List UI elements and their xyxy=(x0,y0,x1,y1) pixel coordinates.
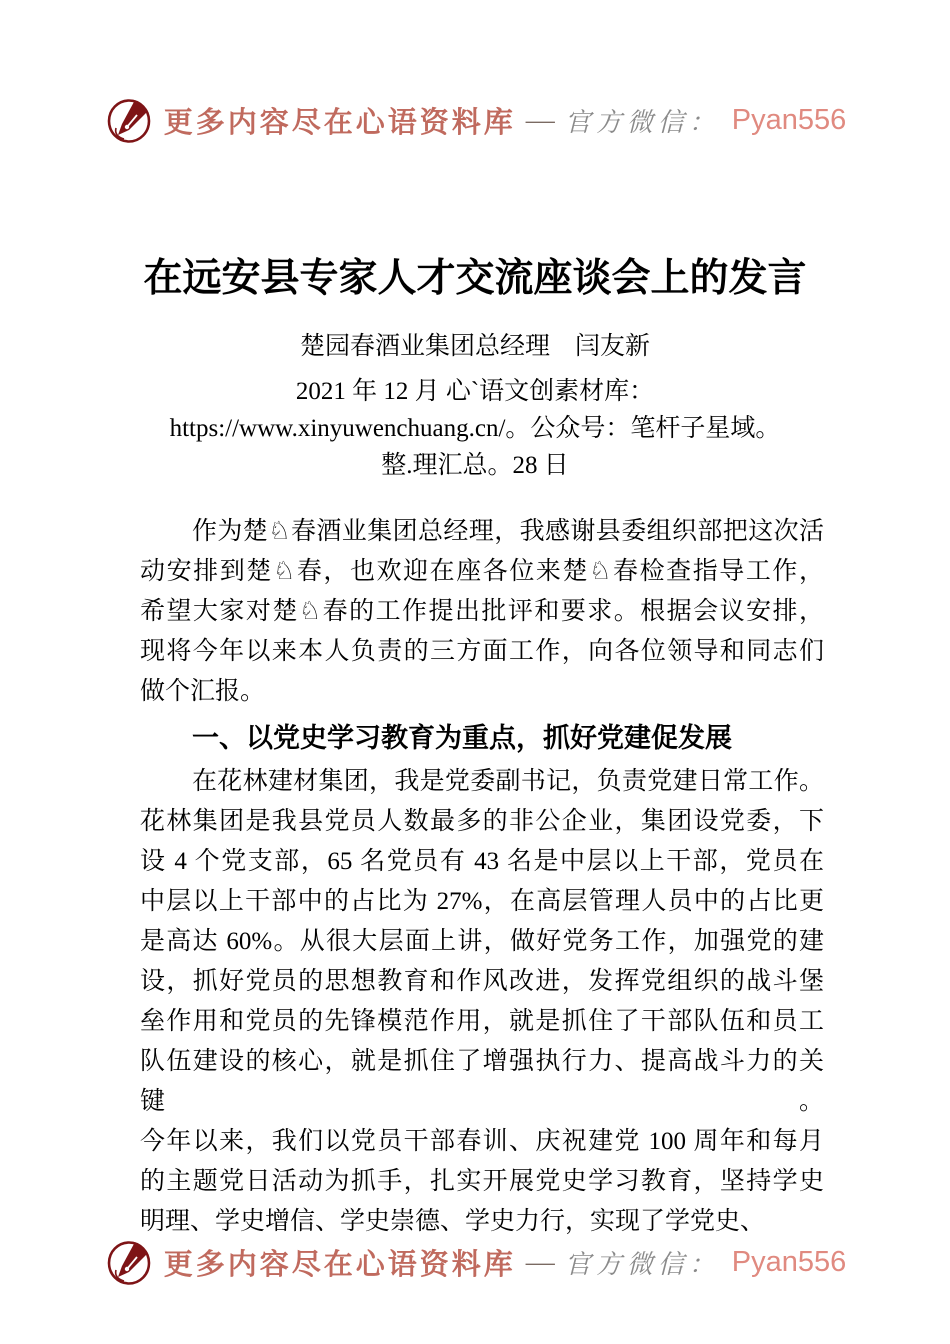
body-line: 花林集团是我县党员人数最多的非公企业，集团设党委，下 xyxy=(140,808,824,835)
body-line: 中层以上干部中的占比为 27%，在高层管理人员中的占比更 xyxy=(140,888,824,915)
source-line: https://www.xinyuwenchuang.cn/。公众号：笔杆子星域。 xyxy=(169,415,781,442)
page-title: 在远安县专家人才交流座谈会上的发言 xyxy=(143,257,807,300)
body-line: 垒作用和党员的先锋模范作用，就是抓住了干部队伍和员工 xyxy=(140,1008,824,1035)
body-line: 设，抓好党员的思想教育和作风改进，发挥党组织的战斗堡 xyxy=(140,968,824,995)
body-line: 队伍建设的核心，就是抓住了增强执行力、提高战斗力的关键。 xyxy=(140,1048,824,1115)
body-line: 希望大家对楚♘春的工作提出批评和要求。根据会议安排， xyxy=(140,598,824,625)
document-body xyxy=(140,512,824,1242)
banner-wechat-label: 官方微信： xyxy=(564,107,720,137)
body-line: 设 4 个党支部，65 名党员有 43 名是中层以上干部，党员在 xyxy=(140,848,824,875)
body-line: 在花林建材集团，我是党委副书记，负责党建日常工作。 xyxy=(192,768,824,795)
footer-watermark-banner xyxy=(0,1236,950,1288)
banner-text: 更多内容尽在心语资料库 xyxy=(163,106,516,139)
body-line: 今年以来，我们以党员干部春训、庆祝建党 100 周年和每月 xyxy=(140,1128,824,1155)
body-line: 作为楚♘春酒业集团总经理，我感谢县委组织部把这次活 xyxy=(192,518,824,545)
pen-seal-icon xyxy=(104,1236,154,1288)
banner-wechat-label: 官方微信： xyxy=(564,1249,720,1279)
author-line: 楚园春酒业集团总经理 闫友新 xyxy=(299,333,650,360)
body-line: 是高达 60%。从很大层面上讲，做好党务工作，加强党的建 xyxy=(140,928,824,955)
body-line: 动安排到楚♘春，也欢迎在座各位来楚♘春检查指导工作， xyxy=(140,558,824,585)
banner-dash: — xyxy=(525,1245,555,1278)
header-watermark-banner xyxy=(0,94,950,146)
body-line: 现将今年以来本人负责的三方面工作，向各位领导和同志们 xyxy=(140,638,824,665)
banner-text: 更多内容尽在心语资料库 xyxy=(163,1248,516,1281)
banner-dash: — xyxy=(525,103,555,136)
banner-wechat-id: Pyan556 xyxy=(731,103,847,136)
source-line: 整.理汇总。28 日 xyxy=(381,452,569,479)
source-block xyxy=(120,373,830,484)
pen-seal-icon xyxy=(104,94,154,146)
body-line: 明理、学史增信、学史崇德、学史力行，实现了学党史、 xyxy=(140,1208,766,1235)
banner-wechat-id: Pyan556 xyxy=(731,1245,847,1278)
source-line: 2021 年 12 月 心`语文创素材库： xyxy=(295,378,655,405)
section-heading: 一、以党史学习教育为重点，抓好党建促发展 xyxy=(192,723,732,753)
body-line: 的主题党日活动为抓手，扎实开展党史学习教育，坚持学史 xyxy=(140,1168,824,1195)
body-line: 做个汇报。 xyxy=(140,678,266,705)
